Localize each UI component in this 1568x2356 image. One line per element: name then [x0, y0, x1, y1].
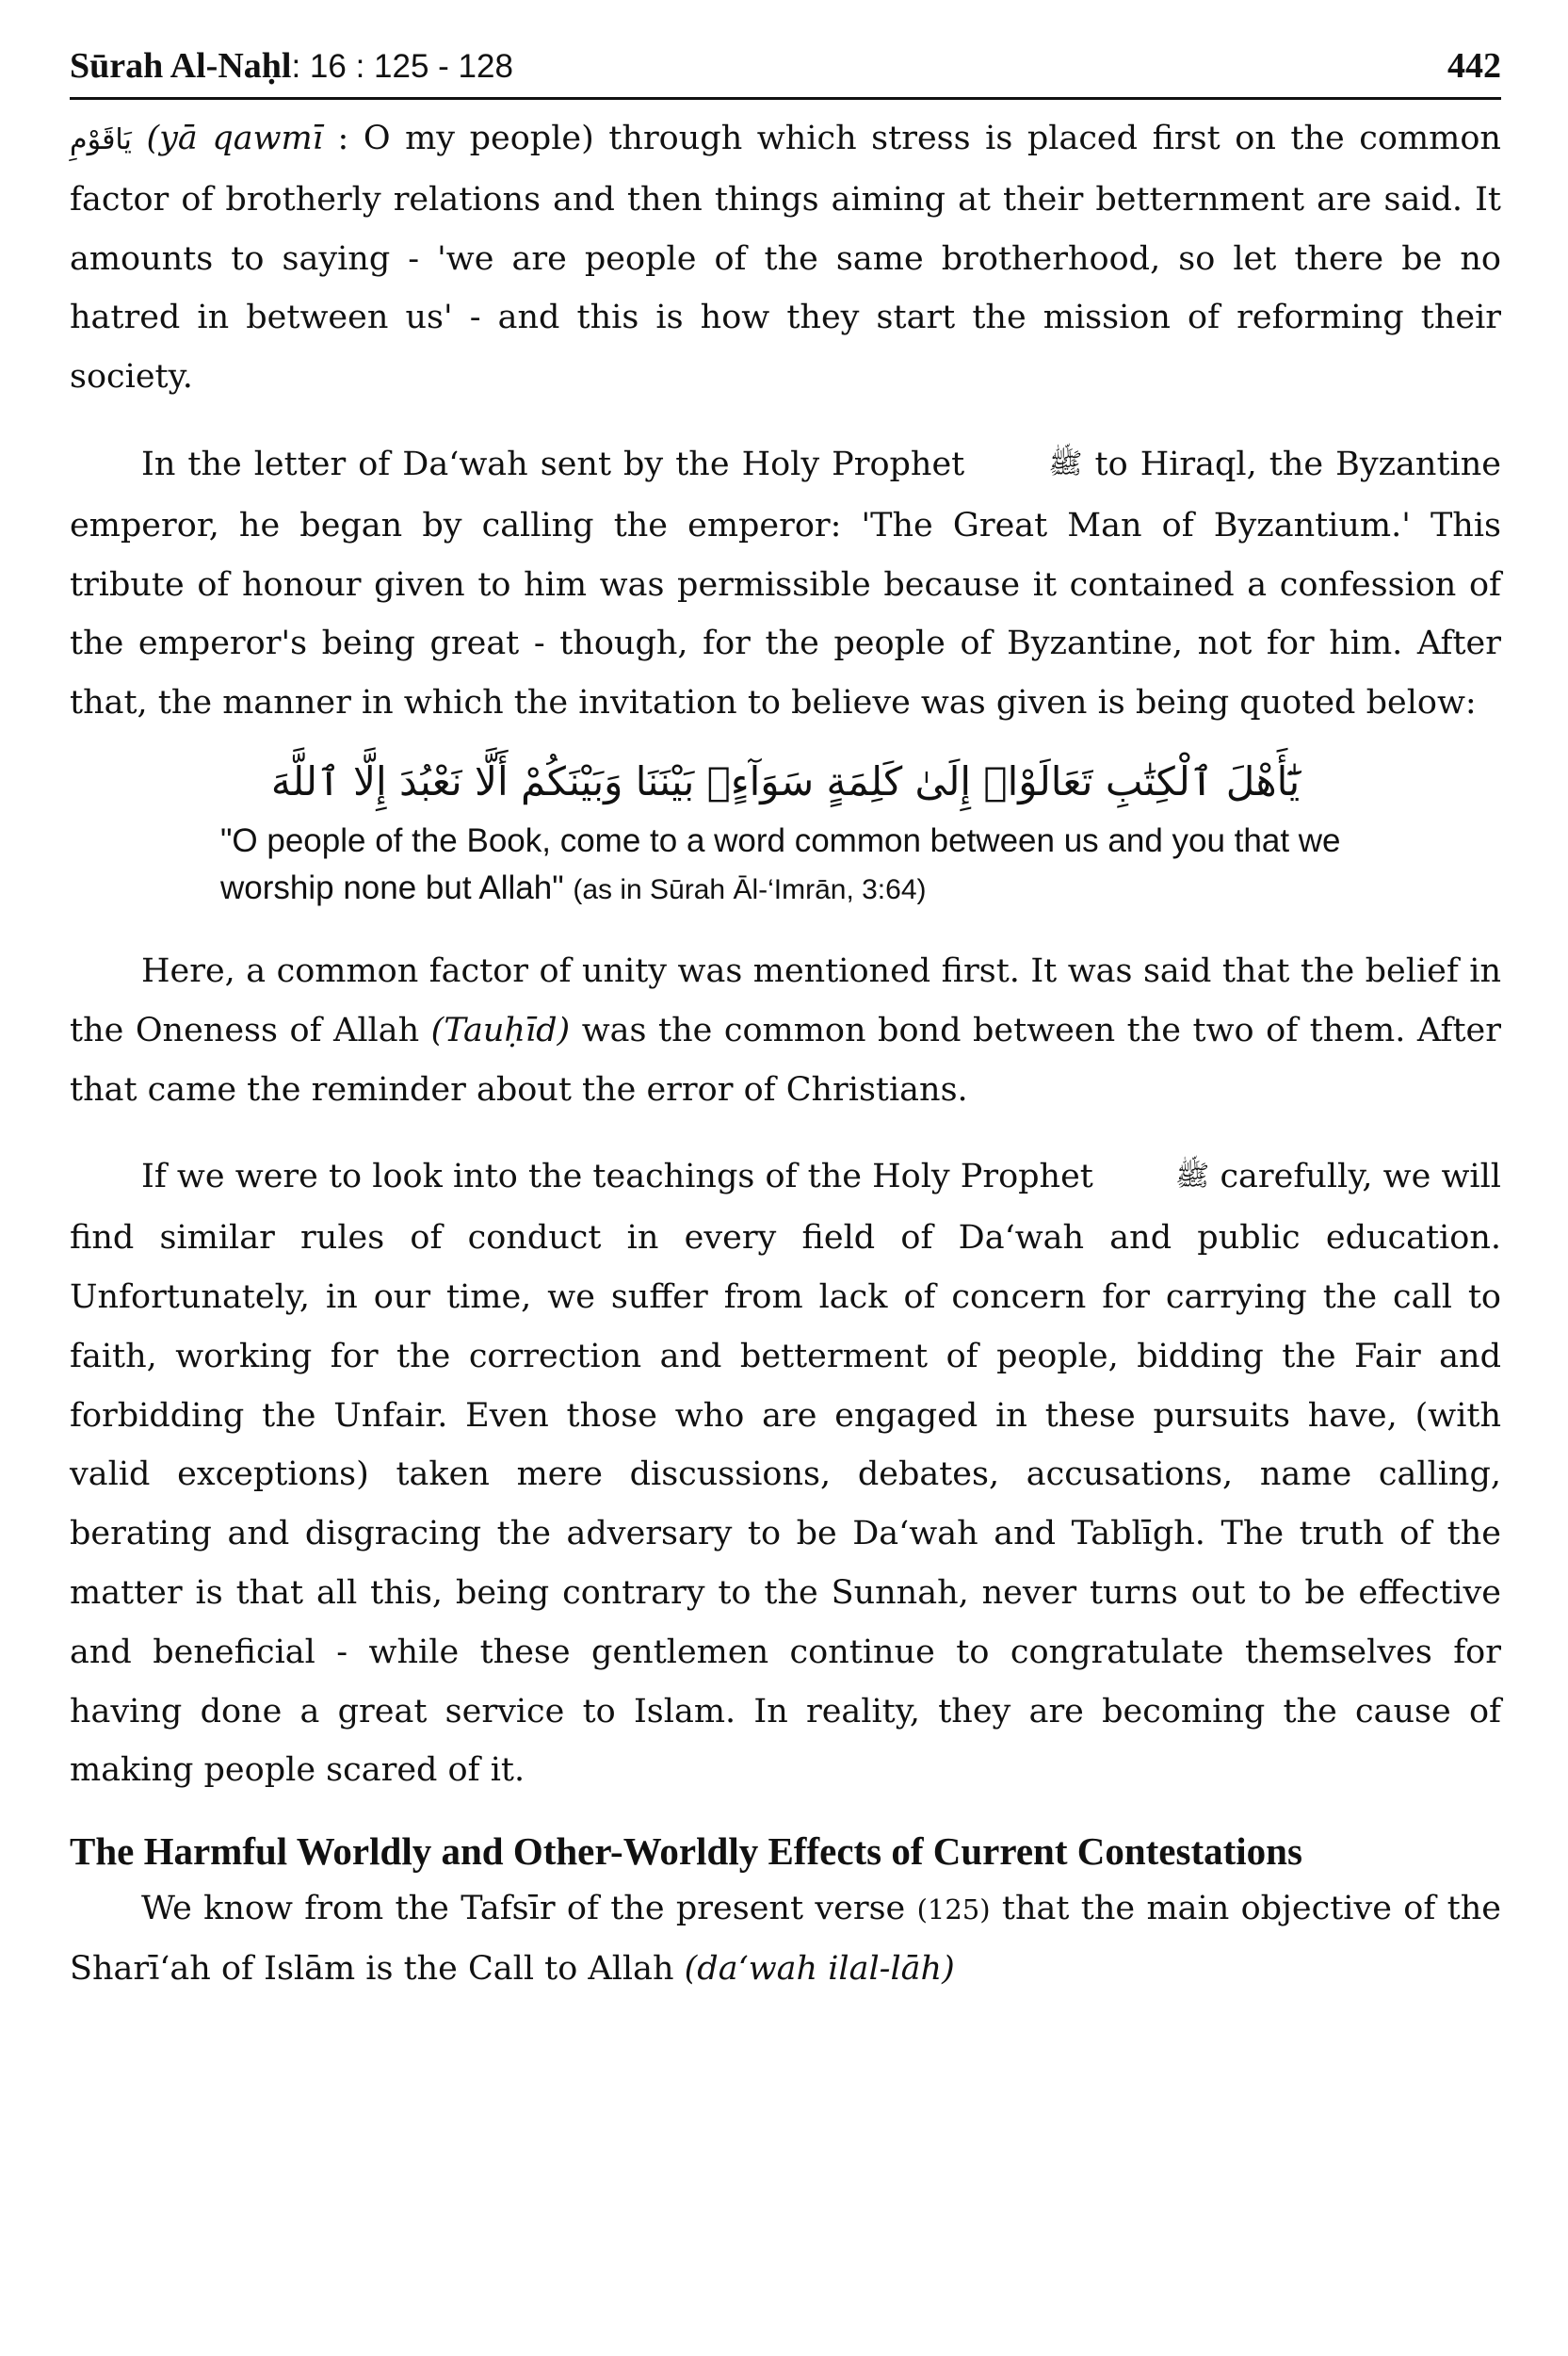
paragraph-3 [70, 942, 1501, 1119]
verse-translation-text: "O people of the Book, come to a word common between us and you that we worship none but Allah" [220, 821, 1341, 906]
section-heading: The Harmful Worldly and Other-Worldly Effects of Current Contestations [70, 1829, 1302, 1874]
verse-translation [220, 818, 1426, 914]
arabic-word: يَاقَوْمِ [70, 123, 132, 156]
verse-number: (125) [916, 1893, 991, 1926]
paragraph-5-before: We know from the Tafsīr of the present verse [141, 1890, 906, 1928]
paragraph-5-middle: that the main objective of the Sharī‘ah of Islām is the Call to Allah [70, 1890, 1501, 1988]
page-number: 442 [1447, 46, 1501, 86]
paragraph-2 [70, 435, 1501, 733]
paragraph-5 [70, 1879, 1501, 1999]
salutation-symbol: ﷺ [1048, 447, 1083, 480]
paragraph-2-before: In the letter of Da‘wah sent by the Holy Prophet [141, 445, 965, 483]
paragraph-1 [70, 109, 1501, 407]
surah-name: Sūrah Al-Naḥl [70, 46, 292, 86]
paragraph-3-before: Here, a common factor of unity was mentioned first. It was said that the belief in the Oneness of Allah [70, 951, 1501, 1049]
dawah-term: (da‘wah ilal-lāh) [684, 1949, 955, 1988]
paragraph-4-after: carefully, we will find similar rules of conduct in every field of Da‘wah and public education. Unfortunately, in our time, we suffer from lack of concern for carrying the call to faith, working for the correction and betterment of people, bidding the Fair and forbidding the Unfair. Even those who are engaged in these pursuits have, (with valid exceptions) taken mere discussions, debates, accusations, name calling, berating and disgracing the adversary to be Da‘wah and Tablīgh. The truth of the matter is that all this, being contrary to the Sunnah, never turns out to be effective and beneficial - while these gentlemen continue to congratulate themselves for having done a great service to Islam. In reality, they are becoming the cause of making people scared of it. [70, 1158, 1501, 1790]
arabic-verse: يَٰٓأَهْلَ ٱلْكِتَٰبِ تَعَالَوْا۟ إِلَىٰ كَلِمَةٍ سَوَآءٍۭ بَيْنَنَا وَبَيْنَكُمْ أَلَّا نَعْبُدَ إِلَّا ٱللَّهَ [270, 757, 1301, 804]
transliteration: (yā qawmī [146, 120, 323, 157]
running-header [70, 45, 1501, 100]
page [70, 45, 1501, 1999]
tauhid-term: (Tauḥīd) [430, 1011, 571, 1049]
paragraph-1-text: : O my people) through which stress is placed first on the common factor of brotherly relations and then things aiming at their betternment are said. It amounts to saying - 'we are people of the same brotherhood, so let there be no hatred in between us' - and this is how they start the mission of reforming their society. [70, 120, 1501, 397]
paragraph-3-after: was the common bond between the two of them. After that came the reminder about the error of Christians. [70, 1011, 1501, 1109]
verse-range: : 16 : 125 - 128 [291, 48, 513, 85]
paragraph-4-before: If we were to look into the teachings of the Holy Prophet [141, 1158, 1093, 1196]
paragraph-2-after: to Hiraql, the Byzantine emperor, he began by calling the emperor: 'The Great Man of Byzantium.' This tribute of honour given to him was permissible because it contained a confession of the emperor's being great - though, for the people of Byzantine, not for him. After that, the manner in which the invitation to believe was given is being quoted below: [70, 445, 1501, 723]
verse-source: (as in Sūrah Āl-‘Imrān, 3:64) [573, 873, 927, 905]
surah-title [70, 45, 513, 87]
paragraph-4 [70, 1147, 1501, 1800]
salutation-symbol: ﷺ [1175, 1160, 1210, 1194]
